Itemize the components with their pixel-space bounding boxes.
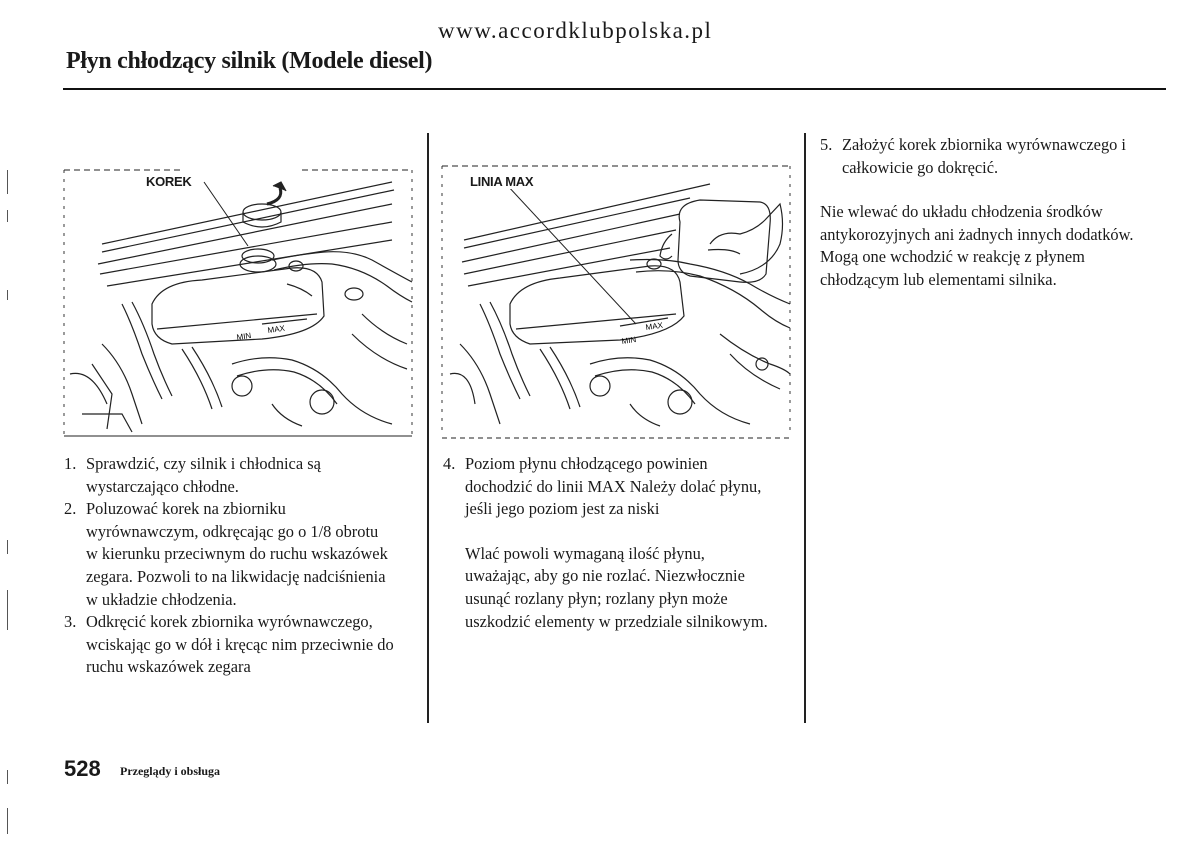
margin-mark bbox=[7, 170, 8, 194]
min-mark-right: MIN bbox=[621, 335, 637, 346]
figure-max-line bbox=[440, 164, 792, 442]
max-mark-right: MAX bbox=[645, 320, 664, 332]
step-number: 4. bbox=[443, 454, 456, 473]
label-linia-max: LINIA MAX bbox=[470, 174, 534, 189]
title-rule bbox=[63, 88, 1166, 90]
steps-list-col1 bbox=[64, 453, 394, 679]
step-1 bbox=[64, 453, 394, 498]
steps-list-col3 bbox=[820, 134, 1165, 179]
site-url: www.accordklubpolska.pl bbox=[438, 18, 713, 43]
section-name: Przeglądy i obsługa bbox=[120, 764, 221, 778]
margin-mark bbox=[7, 590, 8, 630]
max-mark-left: MAX bbox=[267, 323, 286, 335]
step-number: 3. bbox=[64, 612, 77, 632]
step-number: 2. bbox=[64, 499, 77, 519]
figure-reservoir-cap bbox=[62, 164, 414, 440]
step-number: 1. bbox=[64, 454, 77, 473]
steps-list-col2 bbox=[443, 453, 773, 521]
step-2 bbox=[64, 498, 394, 611]
step-number: 5. bbox=[820, 135, 833, 154]
step-text: Założyć korek zbiornika wyrównawczego i całkowicie go dokręcić. bbox=[842, 135, 1126, 177]
margin-mark bbox=[7, 770, 8, 784]
margin-mark bbox=[7, 210, 8, 222]
margin-mark bbox=[7, 540, 8, 554]
engine-illustration-left bbox=[62, 164, 414, 440]
column-divider-1 bbox=[427, 133, 429, 723]
label-korek: KOREK bbox=[146, 174, 192, 189]
step-text: Sprawdzić, czy silnik i chłodnica są wystarczająco chłodne. bbox=[86, 454, 321, 496]
pour-paragraph: Wlać powoli wymaganą ilość płynu, uważając, aby go nie rozlać. Niezwłocznie usunąć rozlany płyn; rozlany płyn może uszkodzić elementy w przedziale silnikowym. bbox=[465, 543, 768, 631]
engine-illustration-right bbox=[440, 164, 792, 442]
page-number: 528 bbox=[64, 756, 101, 781]
page-title: Płyn chłodzący silnik (Modele diesel) bbox=[66, 48, 433, 74]
margin-mark bbox=[7, 808, 8, 834]
min-mark-left: MIN bbox=[236, 331, 252, 342]
step-text: Odkręcić korek zbiornika wyrównawczego, wciskając go w dół i kręcąc nim przeciwnie do ruchu wskazówek zegara bbox=[86, 612, 394, 677]
column-2-text bbox=[443, 453, 773, 633]
step-4 bbox=[443, 453, 773, 521]
step-3 bbox=[64, 611, 394, 679]
margin-mark bbox=[7, 290, 8, 300]
step-text: Poluzować korek na zbiorniku wyrównawczym, odkręcając go o 1/8 obrotu w kierunku przeciwnym do ruchu wskazówek zegara. Pozwoli to na likwidację nadciśnienia w układzie chłodzenia. bbox=[86, 499, 388, 609]
column-divider-2 bbox=[804, 133, 806, 723]
column-3-text bbox=[820, 134, 1165, 292]
warning-paragraph: Nie wlewać do układu chłodzenia środków antykorozyjnych ani żadnych innych dodatków. Mogą one wchodzić w reakcję z płynem chłodzącym lub elementami silnika. bbox=[820, 202, 1134, 289]
column-1-text bbox=[64, 453, 394, 679]
step-text: Poziom płynu chłodzącego powinien dochodzić do linii MAX Należy dolać płynu, jeśli jego poziom jest za niski bbox=[465, 454, 762, 519]
step-5 bbox=[820, 134, 1165, 179]
